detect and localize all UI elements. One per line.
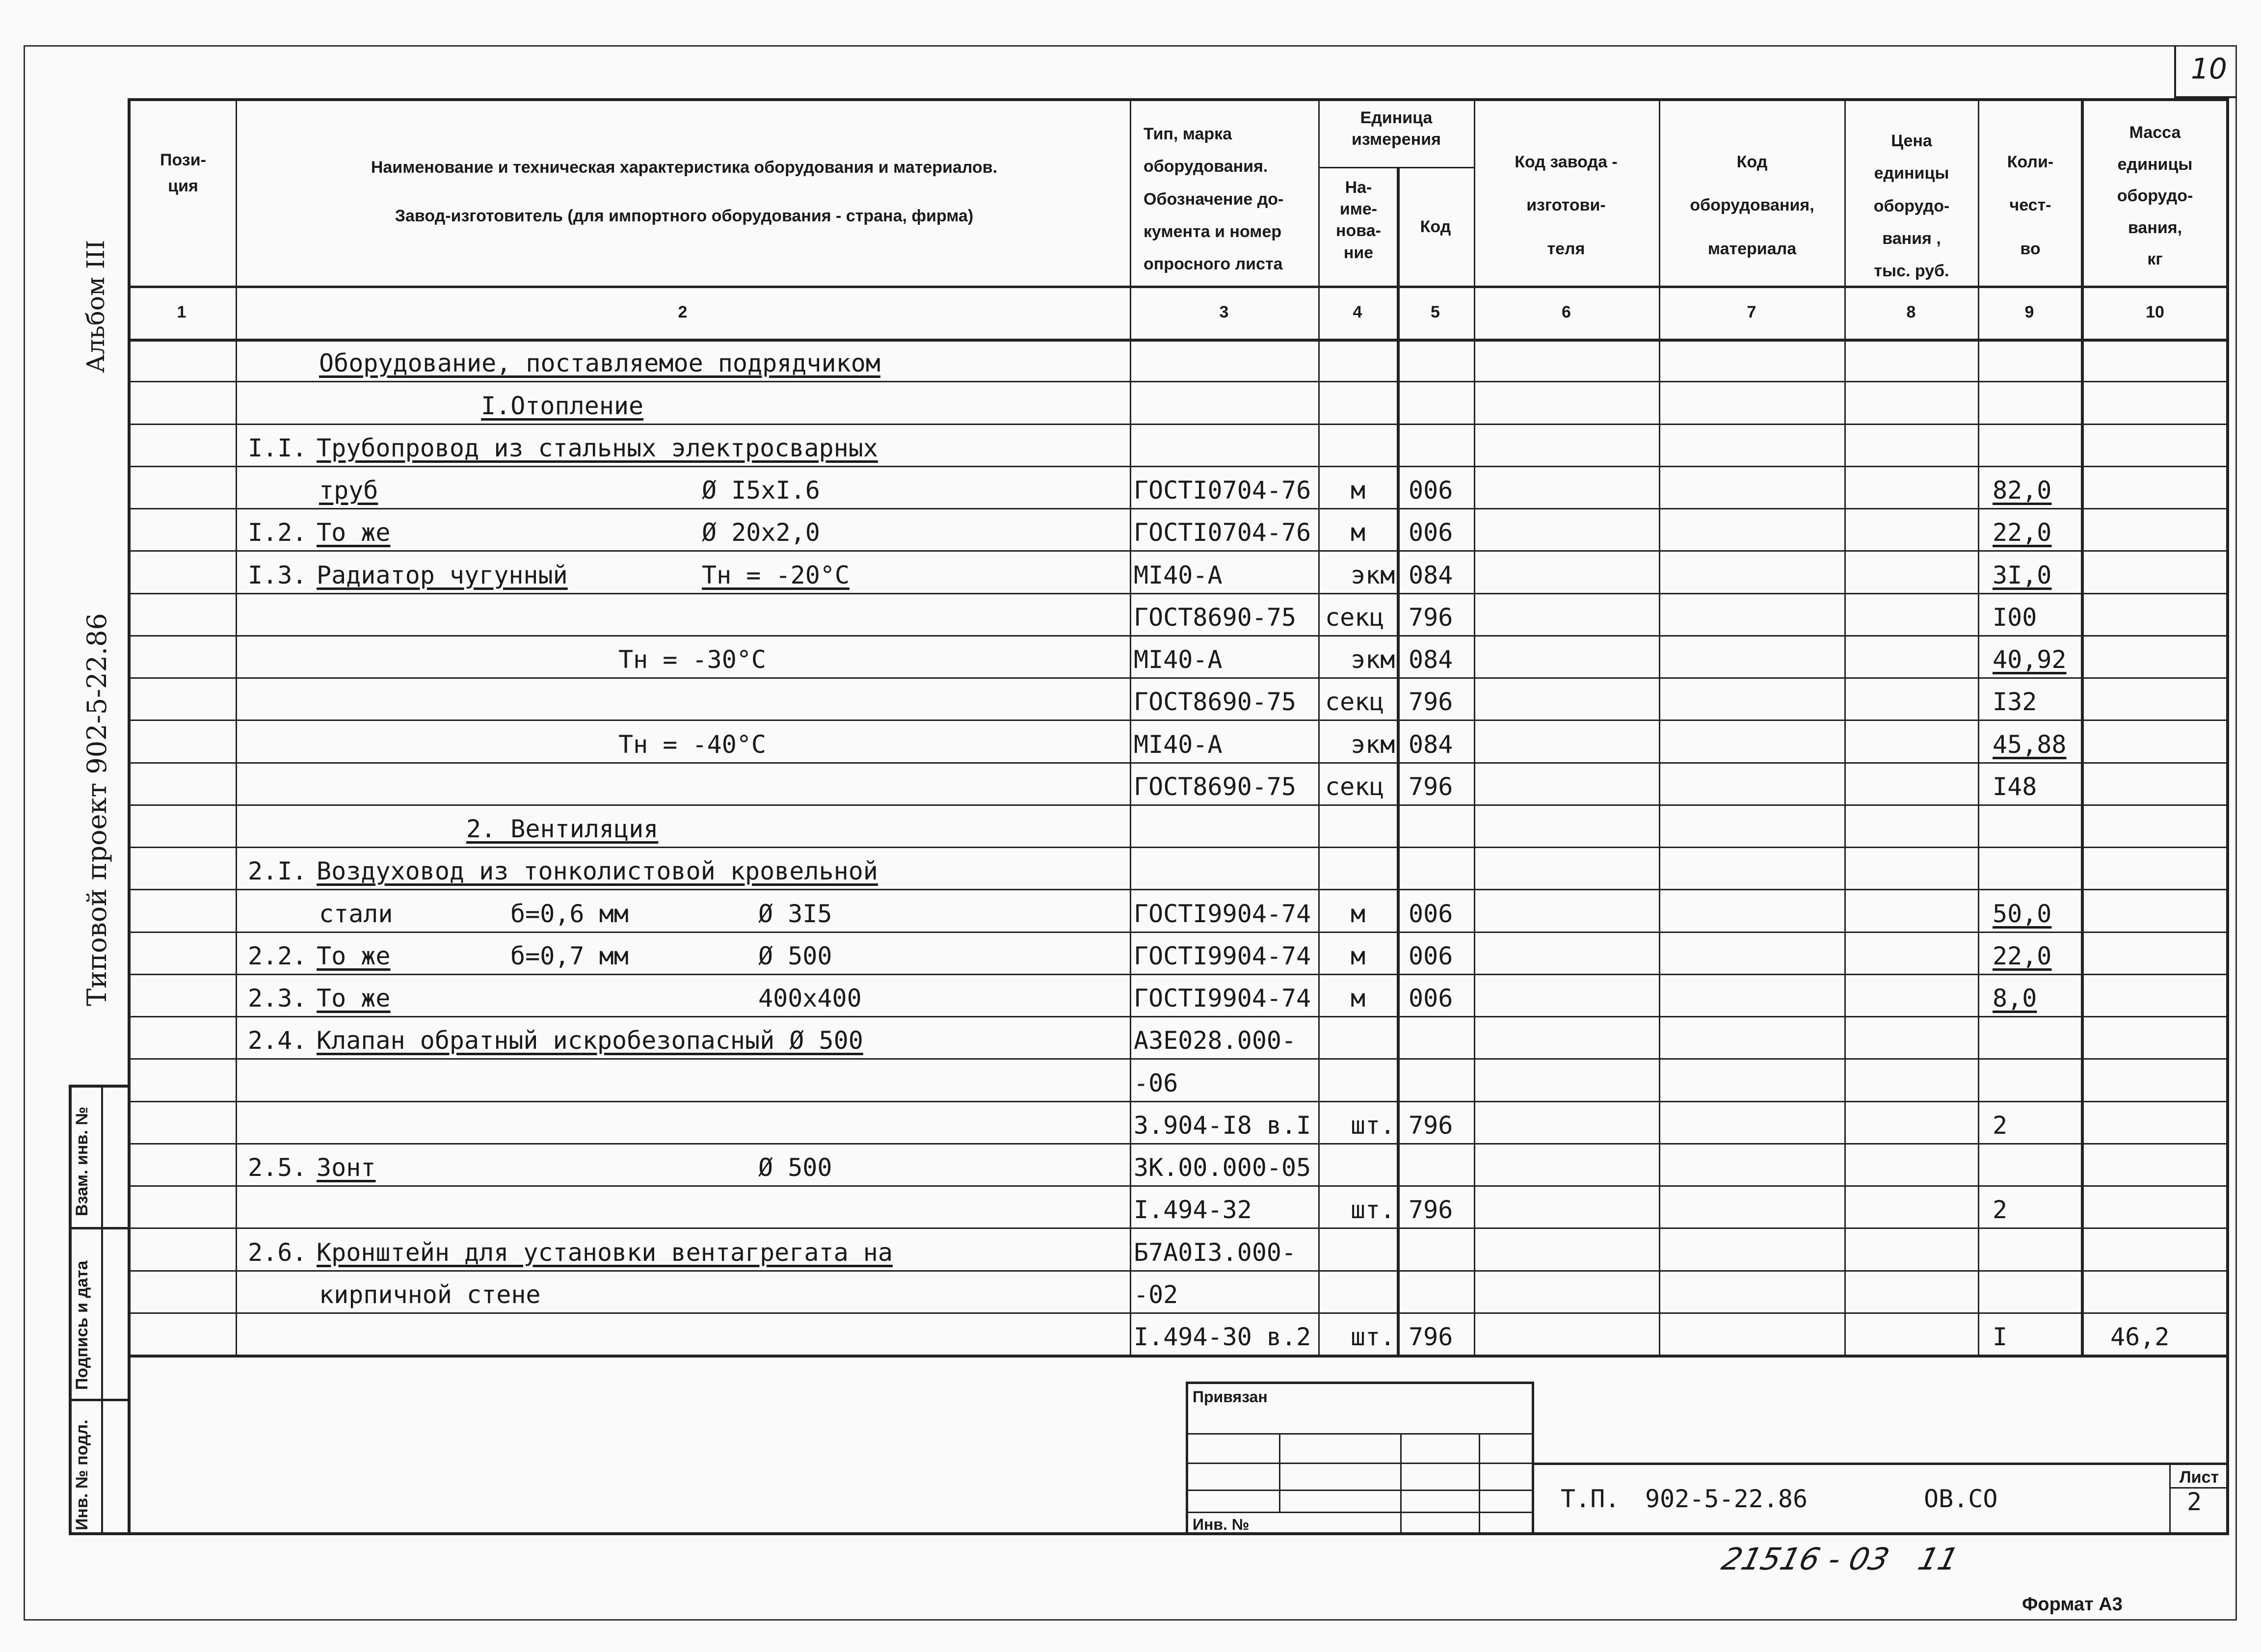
item-spec: б=0,7 мм — [510, 941, 629, 970]
tp-label: Т.П. — [1561, 1485, 1620, 1513]
header-text: Код завода - — [1515, 153, 1618, 171]
type-mark: ГОСТI9904-74 — [1134, 941, 1311, 970]
unit-code: 796 — [1409, 1323, 1453, 1351]
quantity: I — [1993, 1323, 2008, 1351]
unit-name: секц — [1325, 688, 1384, 717]
row-divider — [128, 466, 2229, 467]
item-name: Кронштейн для установки вентагрегата на — [317, 1238, 893, 1267]
type-mark: ГОСТ8690-75 — [1134, 772, 1297, 801]
header-text: во — [2020, 239, 2041, 258]
row-divider — [128, 1270, 2229, 1272]
stamp-line — [69, 1399, 131, 1401]
header-text: измерения — [1352, 130, 1441, 149]
item-name: труб — [319, 476, 378, 505]
stamp-inv: Инв. № подл. — [73, 1419, 91, 1530]
quantity: 8,0 — [1993, 984, 2037, 1013]
header-text: Масса — [2129, 123, 2181, 142]
row-divider — [128, 1312, 2229, 1314]
header-text: кумента и номер — [1144, 222, 1282, 241]
item-size: Ø 500 — [758, 941, 832, 970]
handwritten-code: 21516 - 03 — [1718, 1541, 1893, 1577]
row-divider — [128, 804, 2229, 806]
unit-name: м — [1351, 941, 1366, 970]
unit-name: м — [1351, 899, 1366, 928]
project-label: Типовой проект 902-5-22.86 — [81, 613, 112, 1006]
left-stamp-divider — [101, 1085, 103, 1535]
header-text: Код — [1736, 153, 1768, 171]
item-name: кирпичной стене — [319, 1280, 541, 1309]
row-divider — [128, 847, 2229, 848]
position: I.I. — [248, 433, 307, 462]
header-text: име- — [1339, 200, 1378, 219]
unit-name: экм — [1351, 730, 1395, 759]
row-divider — [128, 635, 2229, 637]
quantity: I32 — [1993, 688, 2037, 717]
header-col5: Код — [1420, 217, 1451, 236]
unit-code: 796 — [1409, 772, 1453, 801]
item-spec: Ø I5xI.6 — [702, 476, 820, 505]
column-number: 3 — [1219, 303, 1229, 321]
unit-code: 084 — [1409, 730, 1453, 759]
header-text: тыс. руб. — [1874, 262, 1949, 281]
row-divider — [128, 1016, 2229, 1017]
type-mark: МI40-А — [1134, 730, 1223, 759]
sheet-label: Лист — [2179, 1468, 2219, 1487]
header-col1 — [131, 147, 236, 199]
grid-line — [1397, 167, 1400, 1355]
stamp-vzam: Взам. инв. № — [73, 1106, 91, 1216]
row-divider — [128, 762, 2229, 764]
header-col7 — [1660, 140, 1844, 270]
header-text: Наименование и техническая характеристика оборудования и материалов. — [371, 158, 998, 177]
column-number: 4 — [1353, 303, 1362, 321]
item-name: Оборудование, поставляемое подрядчиком — [319, 349, 880, 378]
header-text: Обозначение до- — [1144, 189, 1284, 209]
item-name: стали — [319, 899, 393, 928]
header-text: опросного листа — [1144, 255, 1283, 274]
unit-code: 796 — [1409, 603, 1453, 632]
unit-code: 084 — [1409, 560, 1453, 589]
item-spec: Тн = -40°С — [618, 730, 767, 759]
type-mark: ГОСТI0704-76 — [1134, 476, 1311, 505]
column-number: 1 — [177, 303, 186, 321]
type-mark: ГОСТI0704-76 — [1134, 518, 1311, 547]
position: 2.I. — [248, 857, 307, 886]
type-mark: Б7А0I3.000- — [1134, 1238, 1297, 1267]
privyazan-label: Привязан — [1193, 1388, 1268, 1406]
item-name: I.Отопление — [481, 391, 644, 420]
column-number: 2 — [678, 303, 688, 321]
quantity: 45,88 — [1993, 730, 2067, 759]
header-text: Пози- — [160, 151, 206, 169]
header-text: вания, — [2128, 218, 2182, 237]
row-divider — [128, 677, 2229, 679]
item-name: То же — [317, 941, 391, 970]
type-mark: ГОСТ8690-75 — [1134, 688, 1297, 717]
row-divider — [128, 1058, 2229, 1060]
type-mark: I.494-32 — [1134, 1196, 1252, 1225]
type-mark: I.494-30 в.2 — [1134, 1323, 1311, 1351]
unit-name: секц — [1325, 603, 1384, 632]
position: 2.4. — [248, 1026, 307, 1055]
row-divider — [128, 508, 2229, 509]
quantity: I00 — [1993, 603, 2037, 632]
item-name: 2. Вентиляция — [466, 815, 659, 843]
unit-code: 006 — [1409, 984, 1453, 1013]
unit-name: экм — [1351, 645, 1395, 674]
type-mark: АЗЕ028.000- — [1134, 1026, 1297, 1055]
row-divider — [128, 719, 2229, 721]
header-col8 — [1846, 125, 1977, 287]
row-divider — [128, 1185, 2229, 1187]
item-name: Клапан обратный искробезопасный Ø 500 — [317, 1026, 863, 1055]
grid-line — [1318, 167, 1474, 168]
type-mark: -02 — [1134, 1280, 1178, 1309]
row-divider — [128, 1101, 2229, 1102]
type-mark: ГОСТI9904-74 — [1134, 899, 1311, 928]
item-size: Ø 3I5 — [758, 899, 832, 928]
header-text: нова- — [1336, 221, 1381, 240]
item-name: Радиатор чугунный — [317, 560, 568, 589]
header-col2 — [239, 143, 1130, 240]
document-mark: ОВ.СО — [1924, 1485, 1998, 1513]
unit-name: м — [1351, 518, 1366, 547]
stamp-line — [69, 1227, 131, 1229]
unit-code: 006 — [1409, 899, 1453, 928]
sheet-number-box — [2174, 45, 2237, 98]
row-divider — [128, 889, 2229, 890]
type-mark: 3.904-I8 в.I — [1134, 1111, 1311, 1140]
header-text: ние — [1343, 243, 1374, 262]
quantity: 82,0 — [1993, 476, 2052, 505]
unit-code: 796 — [1409, 1196, 1453, 1225]
quantity: I48 — [1993, 772, 2037, 801]
position: 2.3. — [248, 984, 307, 1013]
quantity: 2 — [1993, 1111, 2008, 1140]
header-text: Единица — [1360, 108, 1433, 127]
position: I.2. — [248, 518, 307, 547]
unit-code: 006 — [1409, 476, 1453, 505]
header-text: чест- — [2009, 196, 2051, 215]
type-mark: ГОСТ8690-75 — [1134, 603, 1297, 632]
quantity: 3I,0 — [1993, 560, 2052, 589]
position: 2.2. — [248, 941, 307, 970]
column-number: 7 — [1747, 303, 1756, 321]
header-col10 — [2084, 117, 2226, 275]
item-spec: Ø 20x2,0 — [702, 518, 820, 547]
position: 2.6. — [248, 1238, 307, 1267]
header-text: Тип, марка — [1144, 125, 1232, 143]
unit-code: 006 — [1409, 518, 1453, 547]
item-name: Трубопровод из стальных электросварных — [317, 433, 878, 462]
row-divider — [128, 932, 2229, 933]
unit-name: шт. — [1351, 1111, 1395, 1140]
item-spec: Тн = -30°С — [618, 645, 767, 674]
unit-mass: 46,2 — [2110, 1323, 2170, 1351]
unit-code: 084 — [1409, 645, 1453, 674]
column-number: 5 — [1431, 303, 1440, 321]
header-text: Цена — [1891, 132, 1932, 150]
type-mark: МI40-А — [1134, 560, 1223, 589]
unit-name: секц — [1325, 772, 1384, 801]
grid-line — [128, 1355, 2229, 1358]
sheet-value: 2 — [2187, 1488, 2202, 1516]
item-name: То же — [317, 518, 391, 547]
title-vline — [1479, 1433, 1480, 1535]
type-mark: ГОСТI9904-74 — [1134, 984, 1311, 1013]
header-text: единицы — [1874, 164, 1949, 183]
type-mark: -06 — [1134, 1068, 1178, 1097]
item-name: Зонт — [317, 1153, 376, 1182]
quantity: 22,0 — [1993, 518, 2052, 547]
column-number: 9 — [2024, 303, 2034, 321]
title-block-top-line — [1534, 1463, 2229, 1465]
row-divider — [128, 424, 2229, 425]
title-vline — [1279, 1433, 1280, 1512]
header-text: единицы — [2117, 155, 2193, 174]
row-divider — [128, 550, 2229, 552]
stamp-sign: Подпись и дата — [73, 1260, 91, 1390]
sheet-number-top: 10 — [2191, 52, 2227, 85]
item-size: 400x400 — [758, 984, 862, 1013]
inv-no-label: Инв. № — [1193, 1516, 1250, 1533]
item-name: Воздуховод из тонколистовой кровельной — [317, 857, 878, 886]
header-text: вания , — [1882, 229, 1941, 248]
album-label: Альбом III — [81, 240, 110, 373]
quantity: 2 — [1993, 1196, 2008, 1225]
position: 2.5. — [248, 1153, 307, 1182]
item-spec: Тн = -20°С — [702, 560, 850, 589]
title-line — [1186, 1463, 1534, 1464]
header-col4 — [1320, 177, 1397, 264]
tp-number: 902-5-22.86 — [1645, 1485, 1808, 1513]
row-divider — [128, 974, 2229, 975]
unit-name: экм — [1351, 560, 1395, 589]
header-text: На- — [1345, 178, 1372, 197]
handwritten-num: 11 — [1914, 1541, 1963, 1577]
header-text: ция — [168, 176, 198, 195]
type-mark: ЗК.00.000-05 — [1134, 1153, 1311, 1182]
format-label: Формат А3 — [2022, 1594, 2123, 1615]
position: I.3. — [248, 560, 307, 589]
header-text: оборудо- — [1873, 196, 1950, 215]
unit-name: шт. — [1351, 1196, 1395, 1225]
unit-name: шт. — [1351, 1323, 1395, 1351]
item-size: Ø 500 — [758, 1153, 832, 1182]
unit-name: м — [1351, 984, 1366, 1013]
row-divider — [128, 593, 2229, 594]
header-text: Коли- — [2007, 153, 2054, 171]
unit-code: 006 — [1409, 941, 1453, 970]
quantity: 50,0 — [1993, 899, 2052, 928]
unit-code: 796 — [1409, 1111, 1453, 1140]
quantity: 40,92 — [1993, 645, 2067, 674]
unit-name: м — [1351, 476, 1366, 505]
header-col6 — [1475, 140, 1657, 270]
header-unit — [1320, 107, 1472, 150]
unit-code: 796 — [1409, 688, 1453, 717]
title-vline — [1400, 1433, 1402, 1535]
row-divider — [128, 381, 2229, 382]
title-line — [1186, 1433, 1534, 1435]
title-line — [1186, 1490, 1534, 1491]
header-text: оборудования, — [1690, 196, 1814, 215]
header-text: Завод-изготовитель (для импортного оборудования - страна, фирма) — [395, 206, 974, 225]
header-text: материала — [1707, 239, 1797, 258]
header-text: теля — [1547, 239, 1585, 258]
item-name: То же — [317, 984, 391, 1013]
row-divider — [128, 1227, 2229, 1229]
header-col3 — [1132, 118, 1330, 280]
column-number: 8 — [1906, 303, 1916, 321]
row-divider — [128, 1143, 2229, 1145]
header-text: оборудования. — [1144, 157, 1268, 176]
item-spec: б=0,6 мм — [510, 899, 629, 928]
header-col9 — [1979, 140, 2082, 270]
column-number: 10 — [2146, 303, 2164, 321]
quantity: 22,0 — [1993, 941, 2052, 970]
header-text: кг — [2147, 250, 2163, 269]
header-text: оборудо- — [2117, 187, 2193, 206]
column-number: 6 — [1562, 303, 1571, 321]
type-mark: МI40-А — [1134, 645, 1223, 674]
grid-line — [128, 339, 2229, 342]
header-text: изготови- — [1526, 196, 1606, 215]
